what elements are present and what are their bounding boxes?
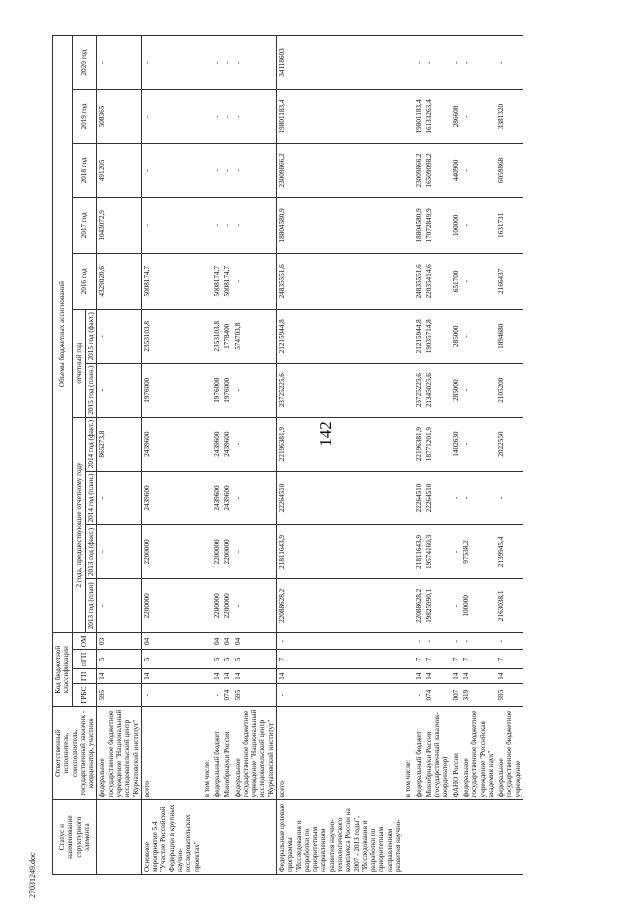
header-2015-plan: 2015 год (план.)	[86, 363, 97, 417]
value-cell: 2200000	[222, 579, 232, 633]
header-2013-plan: 2013 год (план)	[86, 579, 97, 633]
pgp-cell: 5	[212, 650, 222, 669]
value-cell: -	[233, 471, 277, 525]
value-cell: -	[212, 90, 222, 144]
value-cell: 2439600	[222, 471, 232, 525]
value-cell: 21215944,8	[414, 309, 424, 363]
grbs-cell: -	[277, 684, 404, 707]
om-cell: 03	[97, 633, 141, 650]
grbs-cell: 007	[451, 684, 461, 707]
page-number: 142	[316, 421, 335, 447]
value-cell: -	[222, 36, 232, 90]
value-cell: 97538,2	[461, 525, 496, 579]
value-cell: -	[233, 90, 277, 144]
value-cell	[403, 36, 413, 90]
value-cell: 18804580,9	[277, 197, 404, 253]
value-cell: 21345025,6	[424, 363, 451, 417]
value-cell: 1402630	[451, 417, 461, 471]
header-gp: ГП	[72, 669, 97, 684]
table-row	[202, 36, 212, 875]
value-cell: -	[233, 36, 277, 90]
table-row	[424, 36, 451, 875]
status-cell	[222, 800, 232, 875]
om-cell: -	[496, 633, 523, 650]
grbs-cell	[403, 684, 413, 707]
gp-cell: 14	[222, 669, 232, 684]
header-2015-fact: 2015 год (факт.)	[86, 309, 97, 363]
pgp-cell	[202, 650, 212, 669]
value-cell: -	[496, 471, 523, 525]
gp-cell	[403, 669, 413, 684]
value-cell: 2439600	[212, 417, 222, 471]
grbs-cell: 595	[496, 684, 523, 707]
value-cell: -	[233, 525, 277, 579]
pgp-cell: 7	[451, 650, 461, 669]
value-cell: 22264510	[277, 471, 404, 525]
value-cell: 24835551,6	[414, 253, 424, 309]
value-cell: 865273,8	[97, 417, 141, 471]
value-cell: 6059868	[496, 143, 523, 197]
value-cell: 22088628,2	[277, 579, 404, 633]
responsible-cell: ФАНО России	[451, 707, 461, 800]
status-cell	[414, 800, 424, 875]
value-cell: -	[212, 197, 222, 253]
value-cell: 574703,8	[233, 309, 277, 363]
value-cell: 5008174,7	[212, 253, 222, 309]
responsible-cell: в том числе:	[202, 707, 212, 800]
header-2014-fact: 2014 год (факт.)	[86, 417, 97, 471]
value-cell: 2439600	[212, 471, 222, 525]
header-codes: Код бюджетной классификации	[53, 633, 73, 707]
value-cell: 285000	[451, 309, 461, 363]
value-cell: 508365	[97, 90, 141, 144]
value-cell: 100000	[451, 197, 461, 253]
value-cell: 1976000	[141, 363, 201, 417]
pgp-cell: 7	[277, 650, 404, 669]
value-cell: -	[97, 309, 141, 363]
value-cell: 22088628,2	[414, 579, 424, 633]
pgp-cell: 5	[233, 650, 277, 669]
value-cell: 1778400	[222, 309, 232, 363]
value-cell: 16509098,2	[424, 143, 451, 197]
responsible-cell: федеральное государственное бюджетное учреждение "Национальный исследовательский центр "Курчатовский институт"	[233, 707, 277, 800]
file-name: 27031249.doc	[28, 852, 37, 898]
status-cell	[202, 800, 212, 875]
header-status: Статус и наименование структурного элемента	[53, 800, 97, 875]
header-report-year: отчетный год	[72, 309, 86, 417]
value-cell: -	[141, 143, 201, 197]
status-cell	[97, 800, 141, 875]
om-cell: 04	[212, 633, 222, 650]
value-cell	[403, 525, 413, 579]
value-cell	[403, 143, 413, 197]
value-cell: 2200000	[212, 525, 222, 579]
value-cell	[202, 197, 212, 253]
value-cell	[403, 90, 413, 144]
value-cell: 2200000	[141, 525, 201, 579]
table-row	[141, 36, 201, 875]
table-row	[277, 36, 404, 875]
value-cell: 21811643,9	[277, 525, 404, 579]
value-cell: -	[222, 143, 232, 197]
value-cell: 2439600	[141, 417, 201, 471]
value-cell: -	[141, 36, 201, 90]
value-cell: -	[233, 417, 277, 471]
pgp-cell: 7	[496, 650, 523, 669]
header-2014-plan: 2014 год (план.)	[86, 471, 97, 525]
value-cell: -	[233, 143, 277, 197]
om-cell	[202, 633, 212, 650]
responsible-cell: федеральное государственное бюджетное учреждение "Национальный исследовательский центр "Курчатовский институт"	[97, 707, 141, 800]
header-2017: 2017 год	[72, 197, 97, 253]
value-cell: 21215944,8	[277, 309, 404, 363]
pgp-cell: 7	[414, 650, 424, 669]
value-cell: 23009866,2	[277, 143, 404, 197]
value-cell: 1976000	[212, 363, 222, 417]
value-cell: -	[141, 90, 201, 144]
header-2016: 2016 год	[72, 253, 97, 309]
status-cell: Основное мероприятие 5.4 "Участие Российской Федерации в крупных научно-исследовательских проектах"	[141, 800, 201, 875]
value-cell: 2163038,1	[496, 579, 523, 633]
status-cell	[403, 800, 413, 875]
value-cell: -	[233, 579, 277, 633]
status-cell	[451, 800, 461, 875]
value-cell	[202, 36, 212, 90]
value-cell: 16133263,4	[424, 90, 451, 144]
value-cell: 17072849,9	[424, 197, 451, 253]
value-cell	[403, 363, 413, 417]
value-cell: 1043072,9	[97, 197, 141, 253]
value-cell: 2353103,8	[141, 309, 201, 363]
value-cell	[202, 90, 212, 144]
value-cell: 2439600	[141, 471, 201, 525]
status-cell	[424, 800, 451, 875]
value-cell: 1631731	[496, 197, 523, 253]
value-cell: 285000	[451, 363, 461, 417]
value-cell: -	[97, 579, 141, 633]
header-om: ОМ	[72, 633, 97, 650]
value-cell	[403, 579, 413, 633]
value-cell: -	[212, 143, 222, 197]
pgp-cell: 5	[141, 650, 201, 669]
status-cell	[496, 800, 523, 875]
gp-cell: 14	[461, 669, 496, 684]
value-cell: -	[97, 363, 141, 417]
budget-table	[52, 35, 523, 875]
value-cell: -	[141, 197, 201, 253]
om-cell: 04	[141, 633, 201, 650]
header-responsible: Ответственный исполнитель, соисполнитель, государственный заказчик - координатор, участник	[53, 707, 97, 800]
value-cell: -	[424, 36, 451, 90]
grbs-cell: 595	[97, 684, 141, 707]
value-cell: 1894680	[496, 309, 523, 363]
om-cell: -	[451, 633, 461, 650]
grbs-cell	[202, 684, 212, 707]
status-cell: Федеральные целевые программы "Исследования и разработки по приоритетным направлениям развития научно-технологического комплекса России на 2007 - 2013 годы", "Исследования и разработки по приоритетным направлениям развития научно-	[277, 800, 404, 875]
value-cell: 19825990,1	[424, 579, 451, 633]
value-cell: -	[461, 309, 496, 363]
value-cell: -	[451, 36, 461, 90]
gp-cell: 14	[496, 669, 523, 684]
om-cell: -	[424, 633, 451, 650]
value-cell: 2022550	[496, 417, 523, 471]
responsible-cell: в том числе:	[403, 707, 413, 800]
value-cell: -	[461, 36, 496, 90]
table-row	[403, 36, 413, 875]
value-cell: 23009866,2	[414, 143, 424, 197]
value-cell	[202, 417, 212, 471]
table-row	[451, 36, 461, 875]
value-cell: 440900	[451, 143, 461, 197]
value-cell	[202, 253, 212, 309]
value-cell: 22264510	[424, 471, 451, 525]
value-cell	[403, 471, 413, 525]
table-row	[496, 36, 523, 875]
value-cell: 2353103,8	[212, 309, 222, 363]
grbs-cell: 595	[233, 684, 277, 707]
value-cell	[403, 309, 413, 363]
status-cell	[212, 800, 222, 875]
value-cell: -	[233, 363, 277, 417]
value-cell: -	[451, 471, 461, 525]
gp-cell: 14	[414, 669, 424, 684]
gp-cell: 14	[451, 669, 461, 684]
value-cell: 2200000	[212, 579, 222, 633]
value-cell: -	[414, 36, 424, 90]
table-row	[212, 36, 222, 875]
table-body	[97, 36, 523, 875]
value-cell	[202, 143, 212, 197]
responsible-cell: всего	[141, 707, 201, 800]
value-cell: 5008174,7	[222, 253, 232, 309]
value-cell: 22196381,9	[277, 417, 404, 471]
value-cell: -	[461, 253, 496, 309]
table-row	[461, 36, 496, 875]
om-cell: 04	[222, 633, 232, 650]
value-cell: 18804580,9	[414, 197, 424, 253]
grbs-cell: 074	[424, 684, 451, 707]
value-cell: -	[233, 197, 277, 253]
value-cell: -	[496, 36, 523, 90]
value-cell: 1976000	[222, 363, 232, 417]
table-row	[222, 36, 232, 875]
grbs-cell: -	[212, 684, 222, 707]
value-cell	[202, 471, 212, 525]
value-cell: 2439600	[222, 417, 232, 471]
value-cell: -	[97, 36, 141, 90]
value-cell: 21811643,9	[414, 525, 424, 579]
gp-cell: 14	[424, 669, 451, 684]
responsible-cell: Минобрнауки России	[222, 707, 232, 800]
responsible-cell: всего	[277, 707, 404, 800]
value-cell: 34118603	[277, 36, 404, 90]
value-cell: 2200000	[222, 525, 232, 579]
value-cell: -	[212, 36, 222, 90]
value-cell: 19035714,8	[424, 309, 451, 363]
responsible-cell: федеральное государственное бюджетное учреждение "Российская академия наук"	[461, 707, 496, 800]
gp-cell	[202, 669, 212, 684]
rotated-table-container	[52, 35, 572, 875]
grbs-cell: -	[414, 684, 424, 707]
value-cell	[202, 363, 212, 417]
table-row	[233, 36, 277, 875]
om-cell: -	[277, 633, 404, 650]
gp-cell: 14	[277, 669, 404, 684]
value-cell: 5008174,7	[141, 253, 201, 309]
value-cell: 22264510	[414, 471, 424, 525]
header-2013-fact: 2013 год (факт.)	[86, 525, 97, 579]
value-cell	[403, 417, 413, 471]
value-cell	[202, 525, 212, 579]
pgp-cell: 5	[97, 650, 141, 669]
value-cell: -	[451, 579, 461, 633]
om-cell: -	[461, 633, 496, 650]
responsible-cell: федеральный бюджет	[212, 707, 222, 800]
grbs-cell: 074	[222, 684, 232, 707]
responsible-cell: федеральное государственное бюджетное учреждение	[496, 707, 523, 800]
value-cell: 22035414,6	[424, 253, 451, 309]
grbs-cell: -	[141, 684, 201, 707]
value-cell: 3381320	[496, 90, 523, 144]
value-cell: 23725225,6	[414, 363, 424, 417]
status-cell	[461, 800, 496, 875]
value-cell: 18771201,9	[424, 417, 451, 471]
value-cell	[403, 197, 413, 253]
value-cell: -	[461, 197, 496, 253]
value-cell: 2139945,4	[496, 525, 523, 579]
value-cell: -	[461, 363, 496, 417]
value-cell: -	[461, 417, 496, 471]
value-cell: -	[461, 471, 496, 525]
om-cell: -	[414, 633, 424, 650]
header-grbs: ГРБС	[72, 684, 97, 707]
value-cell: 286600	[451, 90, 461, 144]
value-cell: -	[451, 525, 461, 579]
grbs-cell: 319	[461, 684, 496, 707]
value-cell: 19574160,3	[424, 525, 451, 579]
value-cell: 19801183,4	[414, 90, 424, 144]
pgp-cell: 5	[222, 650, 232, 669]
value-cell	[403, 253, 413, 309]
gp-cell: 14	[141, 669, 201, 684]
gp-cell: 14	[233, 669, 277, 684]
pgp-cell: 7	[461, 650, 496, 669]
value-cell	[202, 579, 212, 633]
header-2018: 2018 год	[72, 143, 97, 197]
status-cell	[233, 800, 277, 875]
value-cell: 100000	[461, 579, 496, 633]
value-cell: 651700	[451, 253, 461, 309]
responsible-cell: федеральный бюджет	[414, 707, 424, 800]
table-row	[414, 36, 424, 875]
value-cell: 19801183,4	[277, 90, 404, 144]
om-cell: 04	[233, 633, 277, 650]
value-cell: -	[97, 525, 141, 579]
value-cell: 4329020,6	[97, 253, 141, 309]
value-cell: 22196381,9	[414, 417, 424, 471]
header-pgp: пГП	[72, 650, 97, 669]
pgp-cell: 7	[424, 650, 451, 669]
value-cell: -	[97, 471, 141, 525]
gp-cell: 14	[97, 669, 141, 684]
value-cell	[202, 309, 212, 363]
om-cell	[403, 633, 413, 650]
value-cell: 2200000	[141, 579, 201, 633]
value-cell: 491205	[97, 143, 141, 197]
value-cell: 2105200	[496, 363, 523, 417]
table-row	[97, 36, 141, 875]
responsible-cell: Минобрнауки России (государственный заказчик-координатор)	[424, 707, 451, 800]
gp-cell: 14	[212, 669, 222, 684]
header-2019: 2019 год	[72, 90, 97, 144]
value-cell: 2166437	[496, 253, 523, 309]
value-cell: -	[461, 143, 496, 197]
value-cell: 24835551,6	[277, 253, 404, 309]
value-cell: -	[222, 90, 232, 144]
value-cell: -	[233, 253, 277, 309]
pgp-cell	[403, 650, 413, 669]
value-cell: -	[461, 90, 496, 144]
header-two-years: 2 года, предшествующие отчетному году	[72, 417, 86, 633]
header-2020: 2020 год	[72, 36, 97, 90]
value-cell: -	[222, 197, 232, 253]
header-volumes: Объемы бюджетных ассигнований	[53, 36, 73, 633]
value-cell: 23725225,6	[277, 363, 404, 417]
